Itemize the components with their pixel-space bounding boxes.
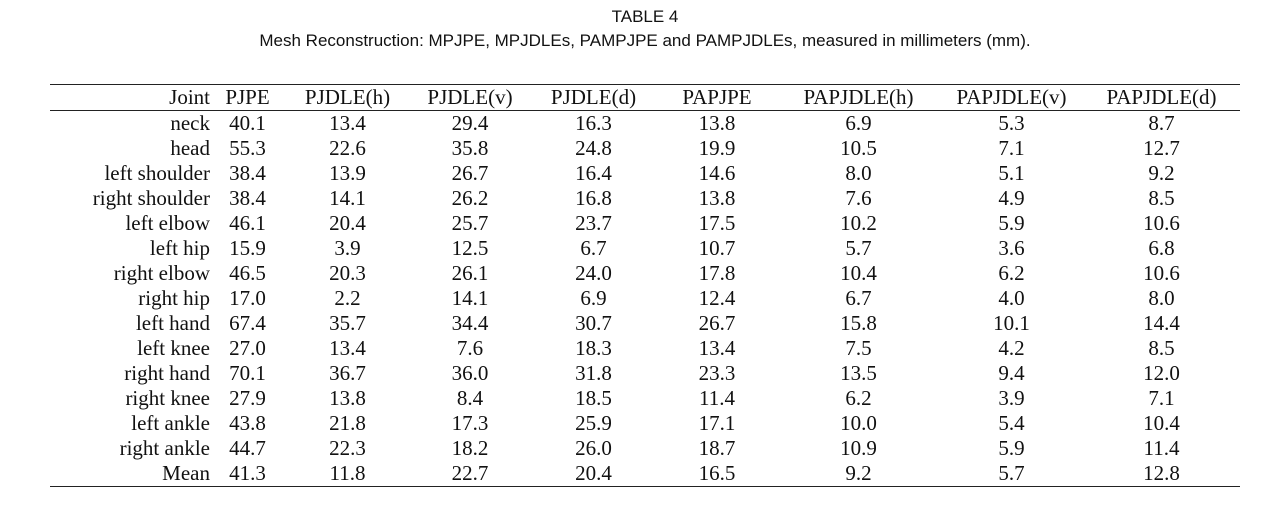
table-row — [50, 336, 1240, 361]
metric-value-cell: 13.4 — [329, 336, 366, 360]
metric-value-cell: 14.4 — [1143, 311, 1180, 335]
metric-value-cell: 20.3 — [329, 261, 366, 285]
metric-value-cell: 17.5 — [698, 211, 736, 235]
metric-value-cell: 18.7 — [698, 436, 736, 460]
metric-value-cell: 12.0 — [1143, 361, 1180, 385]
table-label: TABLE 4 — [611, 7, 679, 26]
metric-value-cell: 8.0 — [1148, 286, 1175, 310]
metric-value-cell: 26.2 — [451, 186, 489, 210]
metric-value-cell: 35.7 — [329, 311, 366, 335]
joint-name-cell: left elbow — [125, 211, 210, 235]
metric-value-cell: 4.9 — [998, 186, 1025, 210]
table-row — [50, 236, 1240, 261]
metric-value-cell: 6.7 — [845, 286, 872, 310]
metric-value-cell: 10.6 — [1143, 261, 1180, 285]
metric-value-cell: 10.6 — [1143, 211, 1180, 235]
metric-value-cell: 46.1 — [229, 211, 266, 235]
metric-value-cell: 8.7 — [1148, 111, 1175, 135]
metric-value-cell: 13.8 — [698, 111, 736, 135]
metric-value-cell: 14.1 — [329, 186, 366, 210]
metric-value-cell: 4.0 — [998, 286, 1025, 310]
metric-value-cell: 6.8 — [1148, 236, 1175, 260]
metric-value-cell: 24.0 — [575, 261, 612, 285]
metric-value-cell: 20.4 — [575, 461, 612, 485]
table-row — [50, 261, 1240, 286]
metric-value-cell: 7.1 — [1148, 386, 1175, 410]
metric-value-cell: 13.4 — [329, 111, 366, 135]
metric-value-cell: 29.4 — [451, 111, 489, 135]
metric-value-cell: 36.0 — [451, 361, 489, 385]
metric-value-cell: 11.4 — [699, 386, 735, 410]
metric-value-cell: 10.4 — [840, 261, 877, 285]
metric-value-cell: 12.7 — [1143, 136, 1180, 160]
metric-value-cell: 13.9 — [329, 161, 366, 185]
table-row — [50, 311, 1240, 336]
table-row — [50, 386, 1240, 411]
metric-value-cell: 19.9 — [698, 136, 736, 160]
metric-value-cell: 5.7 — [845, 236, 872, 260]
metric-value-cell: 13.8 — [329, 386, 366, 410]
table-row — [50, 436, 1240, 461]
metric-value-cell: 16.5 — [698, 461, 736, 485]
metric-value-cell: 6.7 — [580, 236, 607, 260]
metric-value-cell: 7.5 — [845, 336, 872, 360]
metric-value-cell: 12.5 — [451, 236, 489, 260]
table-row — [50, 186, 1240, 211]
metric-value-cell: 13.5 — [840, 361, 877, 385]
joint-name-cell: neck — [170, 111, 210, 135]
column-header: PJPE — [210, 85, 285, 111]
column-header-joint: Joint — [50, 85, 210, 111]
metric-value-cell: 35.8 — [451, 136, 489, 160]
metric-value-cell: 6.2 — [845, 386, 872, 410]
column-header: PAPJDLE(v) — [940, 85, 1083, 111]
metric-value-cell: 38.4 — [229, 161, 266, 185]
table-row — [50, 411, 1240, 436]
metric-value-cell: 25.9 — [575, 411, 612, 435]
metric-value-cell: 27.0 — [229, 336, 266, 360]
table-row — [50, 211, 1240, 236]
metric-value-cell: 38.4 — [229, 186, 266, 210]
metric-value-cell: 8.4 — [456, 386, 484, 410]
metric-value-cell: 6.2 — [998, 261, 1025, 285]
metric-value-cell: 15.8 — [840, 311, 877, 335]
joint-name-cell: right shoulder — [92, 186, 210, 210]
metric-value-cell: 43.8 — [229, 411, 266, 435]
metric-value-cell: 24.8 — [575, 136, 612, 160]
metric-value-cell: 18.2 — [451, 436, 489, 460]
metric-value-cell: 14.1 — [451, 286, 489, 310]
joint-name-cell: right knee — [125, 386, 210, 410]
metric-value-cell: 5.9 — [998, 211, 1025, 235]
metric-value-cell: 34.4 — [451, 311, 489, 335]
joint-name-cell: left hip — [149, 236, 210, 260]
table-caption: Mesh Reconstruction: MPJPE, MPJDLEs, PAMPJPE and PAMPJDLEs, measured in millimeters (mm). — [259, 31, 1031, 50]
joint-name-cell: right elbow — [113, 261, 210, 285]
metric-value-cell: 2.2 — [334, 286, 361, 310]
metric-value-cell: 3.9 — [998, 386, 1025, 410]
metric-value-cell: 4.2 — [998, 336, 1025, 360]
metric-value-cell: 16.4 — [575, 161, 612, 185]
metric-value-cell: 8.5 — [1148, 186, 1175, 210]
metric-value-cell: 9.2 — [1148, 161, 1175, 185]
metric-value-cell: 70.1 — [229, 361, 266, 385]
metric-value-cell: 9.4 — [998, 361, 1025, 385]
table-body — [50, 111, 1240, 487]
metric-value-cell: 23.7 — [575, 211, 612, 235]
metric-value-cell: 8.5 — [1148, 336, 1175, 360]
metric-value-cell: 25.7 — [451, 211, 489, 235]
metric-value-cell: 9.2 — [845, 461, 872, 485]
column-header: PJDLE(h) — [285, 85, 410, 111]
metric-value-cell: 22.3 — [329, 436, 366, 460]
metric-value-cell: 20.4 — [329, 211, 366, 235]
table-row — [50, 161, 1240, 186]
joint-name-cell: Mean — [162, 461, 210, 485]
metric-value-cell: 3.6 — [998, 236, 1025, 260]
results-table — [50, 85, 1240, 486]
table-row — [50, 286, 1240, 311]
metric-value-cell: 44.7 — [229, 436, 266, 460]
metric-value-cell: 10.9 — [840, 436, 877, 460]
metric-value-cell: 3.9 — [334, 236, 361, 260]
metric-value-cell: 7.1 — [998, 136, 1025, 160]
table-header-row — [50, 85, 1240, 111]
metric-value-cell: 10.5 — [840, 136, 877, 160]
metric-value-cell: 5.1 — [998, 161, 1025, 185]
metric-value-cell: 22.6 — [329, 136, 366, 160]
metric-value-cell: 17.8 — [698, 261, 736, 285]
metric-value-cell: 16.8 — [575, 186, 612, 210]
metric-value-cell: 26.1 — [451, 261, 489, 285]
metric-value-cell: 5.7 — [998, 461, 1025, 485]
metric-value-cell: 26.7 — [698, 311, 736, 335]
joint-name-cell: right hand — [124, 361, 210, 385]
metric-value-cell: 26.0 — [575, 436, 612, 460]
metric-value-cell: 10.0 — [840, 411, 877, 435]
metric-value-cell: 30.7 — [575, 311, 612, 335]
metric-value-cell: 41.3 — [229, 461, 266, 485]
metric-value-cell: 11.8 — [329, 461, 366, 485]
metric-value-cell: 15.9 — [229, 236, 266, 260]
column-header: PAPJPE — [657, 85, 777, 111]
metric-value-cell: 7.6 — [845, 186, 872, 210]
column-header: PAPJDLE(d) — [1083, 85, 1240, 111]
metric-value-cell: 22.7 — [451, 461, 489, 485]
metric-value-cell: 40.1 — [229, 111, 266, 135]
results-table-container — [50, 84, 1240, 487]
column-header: PJDLE(v) — [410, 85, 530, 111]
metric-value-cell: 17.3 — [451, 411, 489, 435]
table-row — [50, 136, 1240, 161]
metric-value-cell: 12.8 — [1143, 461, 1180, 485]
table-row — [50, 461, 1240, 486]
column-header: PJDLE(d) — [530, 85, 657, 111]
joint-name-cell: left ankle — [131, 411, 210, 435]
joint-name-cell: left knee — [137, 336, 210, 360]
metric-value-cell: 23.3 — [698, 361, 736, 385]
metric-value-cell: 67.4 — [229, 311, 266, 335]
metric-value-cell: 21.8 — [329, 411, 366, 435]
metric-value-cell: 18.3 — [575, 336, 612, 360]
metric-value-cell: 46.5 — [229, 261, 266, 285]
metric-value-cell: 12.4 — [698, 286, 736, 310]
metric-value-cell: 5.4 — [998, 411, 1025, 435]
table-row — [50, 361, 1240, 386]
metric-value-cell: 26.7 — [451, 161, 489, 185]
metric-value-cell: 10.2 — [840, 211, 877, 235]
metric-value-cell: 5.9 — [998, 436, 1025, 460]
metric-value-cell: 6.9 — [580, 286, 607, 310]
metric-value-cell: 31.8 — [575, 361, 612, 385]
metric-value-cell: 17.1 — [698, 411, 736, 435]
metric-value-cell: 27.9 — [229, 386, 266, 410]
metric-value-cell: 10.4 — [1143, 411, 1180, 435]
metric-value-cell: 10.7 — [698, 236, 736, 260]
metric-value-cell: 18.5 — [575, 386, 612, 410]
metric-value-cell: 8.0 — [845, 161, 872, 185]
metric-value-cell: 55.3 — [229, 136, 266, 160]
metric-value-cell: 7.6 — [456, 336, 484, 360]
metric-value-cell: 11.4 — [1143, 436, 1180, 460]
metric-value-cell: 36.7 — [329, 361, 366, 385]
column-header: PAPJDLE(h) — [777, 85, 940, 111]
joint-name-cell: left shoulder — [104, 161, 210, 185]
metric-value-cell: 13.4 — [698, 336, 736, 360]
joint-name-cell: head — [170, 136, 210, 160]
metric-value-cell: 14.6 — [698, 161, 736, 185]
metric-value-cell: 5.3 — [998, 111, 1025, 135]
metric-value-cell: 13.8 — [698, 186, 736, 210]
table-row — [50, 111, 1240, 137]
metric-value-cell: 10.1 — [993, 311, 1030, 335]
metric-value-cell: 16.3 — [575, 111, 612, 135]
metric-value-cell: 6.9 — [845, 111, 872, 135]
metric-value-cell: 17.0 — [229, 286, 266, 310]
joint-name-cell: right ankle — [119, 436, 210, 460]
joint-name-cell: right hip — [138, 286, 210, 310]
joint-name-cell: left hand — [135, 311, 210, 335]
